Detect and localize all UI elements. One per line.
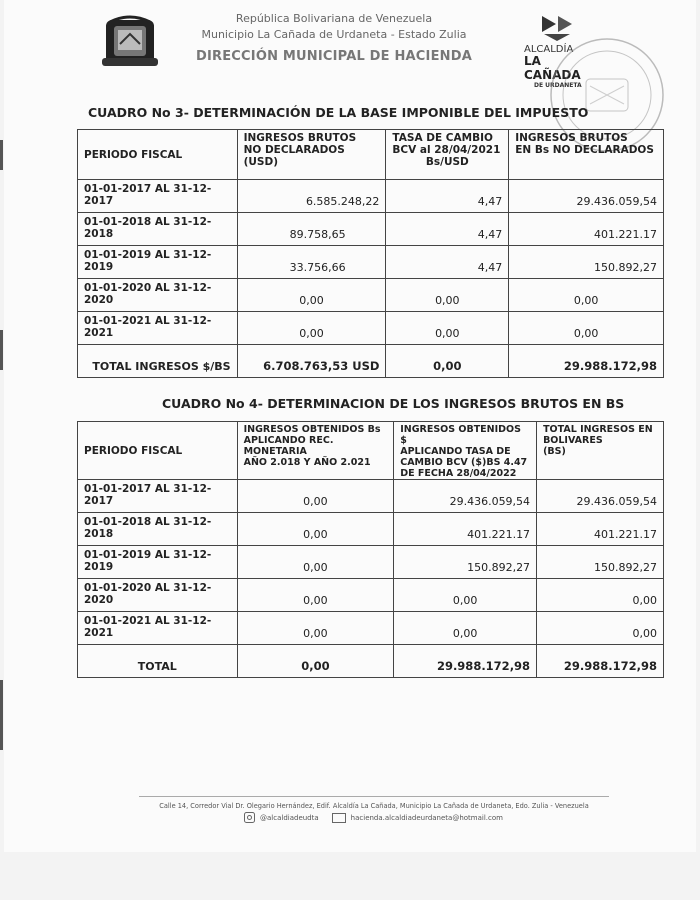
cuadro4-rec-cell: 0,00 xyxy=(237,612,394,645)
cuadro4-col-rec-line2: APLICANDO REC. MONETARIA xyxy=(243,435,334,457)
cuadro3-bs-cell: 0,00 xyxy=(509,312,664,345)
cuadro3-col-bs xyxy=(509,130,664,180)
cuadro4-col-total-line2: BOLIVARES xyxy=(543,435,603,446)
cuadro4-col-tasa-line1: INGRESOS OBTENIDOS $ xyxy=(400,424,521,446)
cuadro3-header-row xyxy=(78,130,664,180)
cuadro3-col-usd xyxy=(237,130,386,180)
table-row xyxy=(78,279,664,312)
cuadro4-col-rec-line3: AÑO 2.018 Y AÑO 2.021 xyxy=(243,457,371,468)
cuadro4-total-cell: 150.892,27 xyxy=(537,546,664,579)
cuadro4-tasa-cell: 150.892,27 xyxy=(394,546,537,579)
cuadro4-col-total-line1: TOTAL INGRESOS EN xyxy=(543,424,653,435)
cuadro3-bs-cell: 0,00 xyxy=(509,279,664,312)
cuadro3-total-bs: 29.988.172,98 xyxy=(509,345,664,378)
cuadro3-bs-cell: 150.892,27 xyxy=(509,246,664,279)
cuadro3-usd-cell: 89.758,65 xyxy=(237,213,386,246)
cuadro3-col-bs-line1: INGRESOS BRUTOS xyxy=(515,132,628,144)
cuadro3-col-usd-line1: INGRESOS BRUTOS xyxy=(243,132,357,144)
cuadro4-rec-cell: 0,00 xyxy=(237,480,394,513)
cuadro4-title: CUADRO No 4- DETERMINACION DE LOS INGRESOS BRUTOS EN BS xyxy=(162,396,625,411)
table-row xyxy=(78,579,664,612)
footer-contacts xyxy=(244,812,524,823)
cuadro4-col-periodo: PERIODO FISCAL xyxy=(78,422,238,480)
cuadro4-table xyxy=(77,421,664,678)
cuadro3-title: CUADRO No 3- DETERMINACIÓN DE LA BASE IMPONIBLE DEL IMPUESTO xyxy=(88,105,589,120)
cuadro3-bs-cell: 29.436.059,54 xyxy=(509,180,664,213)
cuadro4-rec-cell: 0,00 xyxy=(237,579,394,612)
footer-divider xyxy=(139,796,609,797)
cuadro3-tasa-cell: 4,47 xyxy=(386,213,509,246)
cuadro4-col-tasa-line3: CAMBIO BCV ($)BS 4.47 xyxy=(400,457,528,468)
cuadro3-table xyxy=(77,129,664,378)
cuadro3-col-tasa xyxy=(386,130,509,180)
cuadro3-bs-cell: 401.221.17 xyxy=(509,213,664,246)
cuadro4-total-rec: 0,00 xyxy=(237,645,394,678)
cuadro3-periodo-cell: 01-01-2017 AL 31-12-2017 xyxy=(78,180,238,213)
cuadro4-periodo-cell: 01-01-2017 AL 31-12-2017 xyxy=(78,480,238,513)
header-department: DIRECCIÓN MUNICIPAL DE HACIENDA xyxy=(195,49,472,64)
cuadro3-tasa-cell: 4,47 xyxy=(386,246,509,279)
table-row xyxy=(78,546,664,579)
table-row xyxy=(78,612,664,645)
cuadro4-col-rec xyxy=(237,422,394,480)
coat-of-arms-logo xyxy=(100,14,160,70)
cuadro4-total-cell: 29.436.059,54 xyxy=(537,480,664,513)
cuadro4-periodo-cell: 01-01-2019 AL 31-12-2019 xyxy=(78,546,238,579)
scan-edge-mark xyxy=(0,140,3,170)
logo-text-sub: DE URDANETA xyxy=(534,82,582,89)
footer-instagram: @alcaldiadeudta xyxy=(260,813,319,822)
mail-icon xyxy=(332,813,346,823)
cuadro3-periodo-cell: 01-01-2021 AL 31-12-2021 xyxy=(78,312,238,345)
cuadro4-total-total: 29.988.172,98 xyxy=(537,645,664,678)
table-row xyxy=(78,246,664,279)
cuadro4-total-cell: 0,00 xyxy=(537,579,664,612)
cuadro4-periodo-cell: 01-01-2021 AL 31-12-2021 xyxy=(78,612,238,645)
cuadro4-col-tasa xyxy=(394,422,537,480)
cuadro4-total-cell: 401.221.17 xyxy=(537,513,664,546)
table-row xyxy=(78,480,664,513)
instagram-icon xyxy=(244,812,255,823)
cuadro3-tasa-cell: 0,00 xyxy=(386,312,509,345)
cuadro4-periodo-cell: 01-01-2018 AL 31-12-2018 xyxy=(78,513,238,546)
scan-edge-mark xyxy=(0,680,3,750)
cuadro4-total-cell: 0,00 xyxy=(537,612,664,645)
cuadro4-tasa-cell: 401.221.17 xyxy=(394,513,537,546)
cuadro3-col-tasa-line3: Bs/USD xyxy=(425,156,469,168)
table-row xyxy=(78,312,664,345)
header-municipality: Municipio La Cañada de Urdaneta - Estado Zulia xyxy=(201,28,467,41)
cuadro4-header-row xyxy=(78,422,664,480)
cuadro3-col-periodo: PERIODO FISCAL xyxy=(78,130,238,180)
cuadro3-tasa-cell: 4,47 xyxy=(386,180,509,213)
cuadro3-periodo-cell: 01-01-2018 AL 31-12-2018 xyxy=(78,213,238,246)
cuadro3-col-tasa-line2: BCV al 28/04/2021 xyxy=(392,144,501,156)
logo-text-main: LA CAÑADA xyxy=(524,54,581,82)
cuadro4-rec-cell: 0,00 xyxy=(237,513,394,546)
cuadro3-periodo-cell: 01-01-2019 AL 31-12-2019 xyxy=(78,246,238,279)
footer-email: hacienda.alcaldiadeurdaneta@hotmail.com xyxy=(350,813,503,822)
cuadro4-rec-cell: 0,00 xyxy=(237,546,394,579)
scan-edge-mark xyxy=(0,330,3,370)
cuadro4-tasa-cell: 0,00 xyxy=(394,579,537,612)
cuadro3-col-tasa-line1: TASA DE CAMBIO xyxy=(392,132,493,144)
cuadro3-periodo-cell: 01-01-2020 AL 31-12-2020 xyxy=(78,279,238,312)
cuadro3-col-bs-line2: EN Bs NO DECLARADOS xyxy=(515,144,654,156)
footer-address: Calle 14, Corredor Vial Dr. Olegario Hernández, Edif. Alcaldía La Cañada, Municipio La Cañada de Urdaneta, Edo. Zulia - Venezuela xyxy=(159,802,589,810)
cuadro4-col-total xyxy=(537,422,664,480)
cuadro3-usd-cell: 6.585.248,22 xyxy=(237,180,386,213)
cuadro4-periodo-cell: 01-01-2020 AL 31-12-2020 xyxy=(78,579,238,612)
cuadro4-tasa-cell: 29.436.059,54 xyxy=(394,480,537,513)
cuadro4-col-total-line3: (BS) xyxy=(543,446,566,457)
cuadro4-total-label: TOTAL xyxy=(78,645,238,678)
cuadro3-usd-cell: 0,00 xyxy=(237,279,386,312)
table-row xyxy=(78,213,664,246)
cuadro3-total-row xyxy=(78,345,664,378)
cuadro3-total-label: TOTAL INGRESOS $/BS xyxy=(78,345,238,378)
cuadro4-tasa-cell: 0,00 xyxy=(394,612,537,645)
logo-text-top: ALCALDÍA xyxy=(524,44,574,55)
cuadro4-col-tasa-line4: DE FECHA 28/04/2022 xyxy=(400,468,517,479)
cuadro3-col-usd-line2: NO DECLARADOS (USD) xyxy=(243,144,345,168)
cuadro4-total-tasa: 29.988.172,98 xyxy=(394,645,537,678)
cuadro3-tasa-cell: 0,00 xyxy=(386,279,509,312)
cuadro3-usd-cell: 0,00 xyxy=(237,312,386,345)
document-page xyxy=(4,0,696,852)
cuadro3-total-usd: 6.708.763,53 USD xyxy=(237,345,386,378)
cuadro3-total-tasa: 0,00 xyxy=(386,345,509,378)
cuadro3-usd-cell: 33.756,66 xyxy=(237,246,386,279)
table-row xyxy=(78,180,664,213)
cuadro4-col-tasa-line2: APLICANDO TASA DE xyxy=(400,446,511,457)
cuadro4-total-row xyxy=(78,645,664,678)
cuadro4-col-rec-line1: INGRESOS OBTENIDOS Bs xyxy=(243,424,381,435)
table-row xyxy=(78,513,664,546)
header-republic: República Bolivariana de Venezuela xyxy=(235,12,433,25)
